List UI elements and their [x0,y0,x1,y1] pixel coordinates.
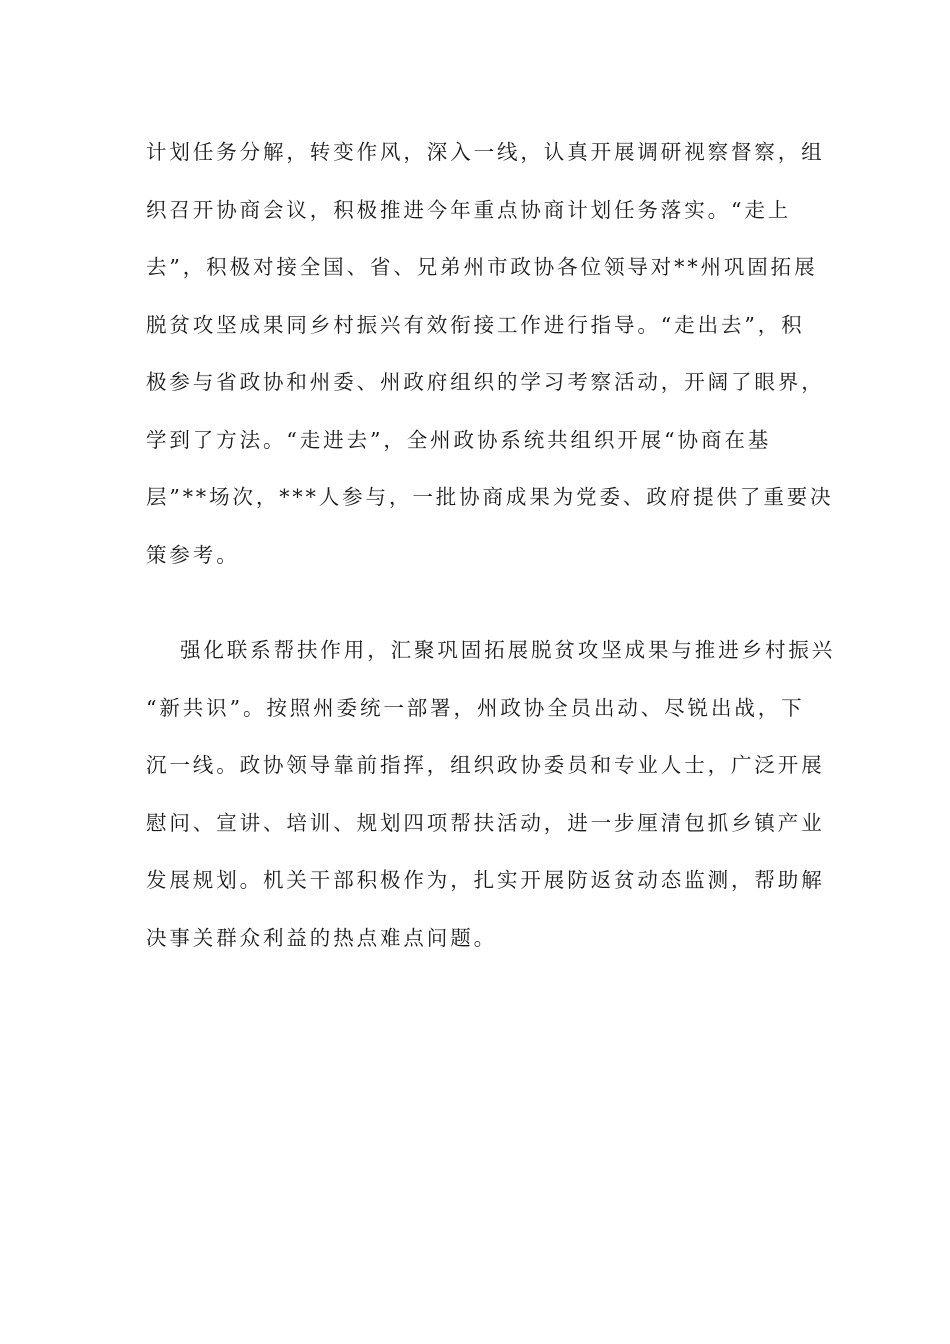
text-line-content: 强化联系帮扶作用，汇聚巩固拓展脱贫攻坚成果与推进乡村振兴 [180,638,836,662]
text-line: 发展规划。机关干部积极作为，扎实开展防返贫动态监测，帮助解 [146,868,825,892]
text-line-first [146,622,836,680]
text-line: 决事关群众利益的热点难点问题。 [146,925,497,950]
text-line: 策参考。 [146,542,240,567]
text-line: 去”，积极对接全国、省、兄弟州市政协各位领导对**州巩固拓展 [146,255,818,279]
text-line: 计划任务分解，转变作风，深入一线，认真开展调研视察督察，组 [146,140,825,164]
text-line: 学到了方法。“走进去”，全州政协系统共组织开展“协商在基 [146,427,772,452]
text-line: 慰问、宣讲、培训、规划四项帮扶活动，进一步厘清包抓乡镇产业 [146,810,825,835]
text-line: 沉一线。政协领导靠前指挥，组织政协委员和专业人士，广泛开展 [146,753,825,777]
text-line: “新共识”。按照州委统一部署，州政协全员出动、尽锐出战，下 [146,695,805,720]
paragraph-2 [146,622,836,967]
text-line: 极参与省政协和州委、州政府组织的学习考察活动，开阔了眼界， [146,370,825,394]
paragraph-1 [146,124,834,584]
text-line: 织召开协商会议，积极推进今年重点协商计划任务落实。“走上 [146,197,792,222]
document-body [146,124,836,967]
text-line: 脱贫攻坚成果同乡村振兴有效衔接工作进行指导。“走出去”，积 [146,312,805,337]
text-line: 层”**场次，***人参与，一批协商成果为党委、政府提供了重要决 [146,485,834,509]
paragraph-spacer [146,584,806,622]
